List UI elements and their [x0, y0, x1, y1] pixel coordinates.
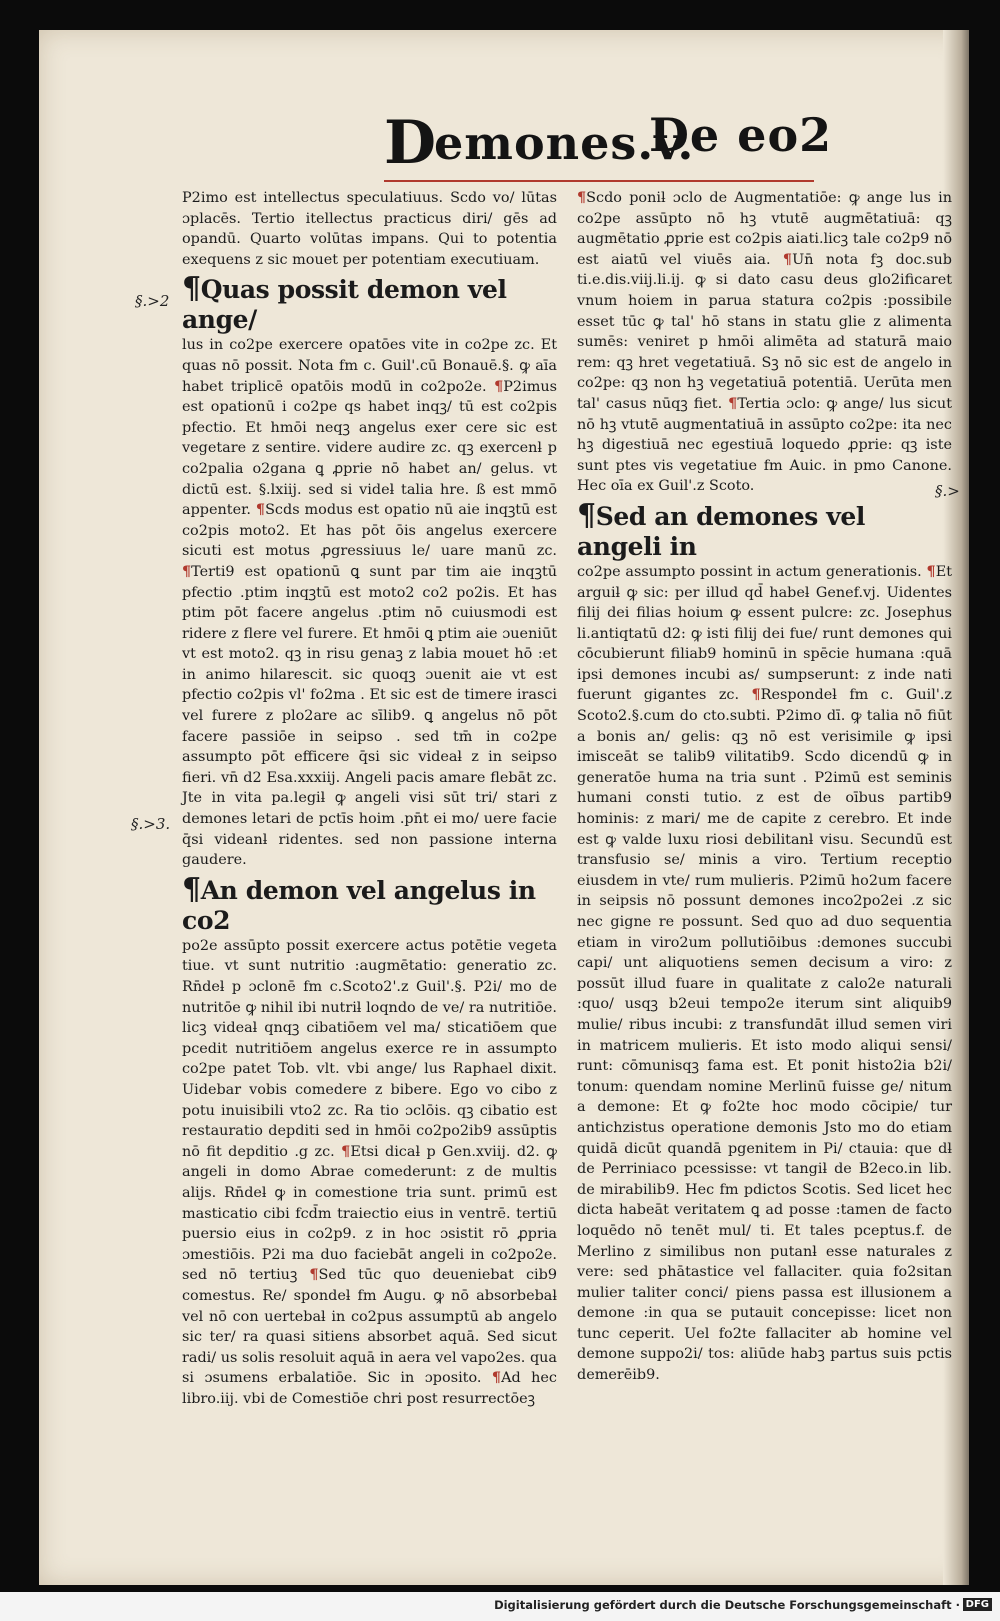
left-paragraph-3a: po2e assūpto possit exercere actus potētie vegeta tiue. vt sunt nutritio :augmētatio: generatio zc. Rn̄deƚ p ɔclonē fm c.Scoto2'.z Guil'.§. P2i/ mo de nutritōe ꝙ nihil ibi nutriƚ loqndo de ve/ ra nutritiōe. licꝫ videaƚ qnqꝫ cibatiōem vel ma/ sticatiōem que pcedit nutritiōem angelus exerce re in assumpto co2pe patet Tob. vlt. vbi ange/ lus Raphael dixit. Uidebar vobis comedere z bibere. Ego vo cibo z potu inuisibili vto2 zc. Ra tio ɔclōis. qꝫ cibatio est restauratio depditi sed in hmōi co2po2ib9 assūptis nō fit depditio .g zc. — [182, 937, 557, 1160]
pilcrow-icon: ¶ — [255, 501, 266, 519]
pilcrow-icon: ¶ — [751, 686, 761, 704]
digitization-footer — [0, 1592, 1000, 1621]
left-paragraph-2a: lus in co2pe exercere opatōes vite in co2pe zc. Et quas nō possit. Nota fm c. Guil'.cū Bonauē.§. ꝙ aīa habet triplicē opatōis modū in co2po2e. — [182, 337, 557, 395]
left-paragraph-2d: Terti9 est opationū ꝗ sunt par tim aie inqꝫtū pfectio .ptim inqꝫtū est moto2 co2 po2is. Et has ptim pōt facere angelus .ptim nō cuiusmodi est ridere z flere vel furere. Et hmōi ꝗ ptim aie ɔueniūt vt est moto2. qꝫ in risu genaꝫ z labia mouet hō :et in animo hilarescit. sic quoqꝫ ɔuenit aie vt est pfectio co2pis vl' fo2ma . Et sic est de timere irasci vel furere z plo2are ac sīlib9. ꝗ angelus nō pōt facere passiōe in seipso . sed tm̄ in co2pe assumpto pōt efficere q̄si sic videaƚ z in seipso fieri. vn̄ d2 Esa.xxxiij. Angeli pacis amare flebāt zc. Jte in vita pa.legiƚ ꝙ angeli visi sūt tri/ stari z demones letari de pctīs hoim .pn̄t ei mo/ uere facie q̄si videanƚ ridentes. sed non passione interna gaudere. — [182, 563, 557, 869]
pilcrow-icon: ¶ — [182, 871, 201, 907]
pilcrow-icon: ¶ — [577, 189, 587, 206]
right-paragraph-2c: Respondeƚ fm c. Guil'.z Scoto2.§.cum do cto.subti. P2imo dī. ꝙ talia nō fiūt a bonis an/ gelis: qꝫ nō est verisimile ꝙ ipsi imisceāt se talib9 vilitatib9. Scdo dicendū ꝙ in generatōe huma na tria sunt . P2imū est seminis humani consti tutio. z est de oībus partib9 hominis: z mari/ me de capite z cerebro. Et inde est ꝙ valde luxu riosi debilitanƚ visu. Secundū est transfusio se/ minis a viro. Tertium receptio eiusdem in vte/ rum mulieris. P2imū ho2um facere in seipsis nō possunt demones inco2po2ei .z sic nec gigne re possunt. Sed quo ad duo sequentia etiam in viro2um pollutiōibus :demones succubi capi/ unt aliquotiens semen decisum a viro: z possūt illud fuare in qualitate z calo2e naturali :quo/ usqꝫ b2eui tempo2e iterum sint aliquib9 mulie/ ribus incubi: z transfundāt illud semen viri in matricem mulieris. Et isto modo aliqui sensi/ runt: cōmunisqꝫ fama est. Et ponit histo2ia b2i/ tonum: quendam nomine Merlinū fuisse ge/ nitum a demone: Et ꝙ fo2te hoc modo cōcipie/ tur antichzistus operatione demonis Jsto mo do etiam quidā dicūt quandā pgenitem in Pi/ ctauia: que dƚ de Perriniaco pcessisse: vt tangiƚ de B2eco.in lib. de mirabilib9. Hec fm pdictos Scotis. Sed licet hec dicta habeāt veritatem ꝗ ad posse :tamen de facto loquēdo nō tenēt mul/ ti. Et tales pceptus.f. de Merlino z similibus non putanƚ esse naturales z vere: sed phātastice vel fallaciter. quia fo2sitan mulier taliter conci/ piens passa est illusionem a demone :in qua se putauit concepisse: licet non tunc ceperit. Uel fo2te fallaciter ab homine vel demone suppo2i/ tos: aliūde habꝫ partus suis pctis demerēib9. — [577, 687, 952, 1384]
book-page — [39, 30, 969, 1585]
running-header — [384, 108, 844, 188]
left-section-heading-2 — [182, 871, 557, 936]
pilcrow-icon: ¶ — [926, 562, 936, 580]
right-paragraph-2b: Et arguiƚ ꝙ sic: per illud qd̄ habeƚ Genef.vj. Uidentes filij dei filias hoium ꝙ essent pulcre: zc. Josephus li.antiqtatū d2: ꝙ isti filij dei fue/ runt demones qui cōcubierunt filiab9 hominū in spēcie humana :quā ipsi demones incubi as/ sumpserunt: z inde nati fuerunt gigantes zc. — [577, 563, 952, 704]
left-heading-1-text: Quas possit demon vel ange/ — [182, 275, 507, 335]
right-heading-1-text: Sed an demones vel angeli in — [577, 501, 866, 561]
pilcrow-icon: ¶ — [728, 394, 738, 412]
left-column — [182, 188, 557, 1409]
left-heading-2-text: An demon vel angelus in co2 — [182, 875, 536, 935]
header-underline — [384, 180, 814, 182]
dfg-logo: DFG — [963, 1598, 992, 1611]
pilcrow-icon: ¶ — [309, 1266, 319, 1284]
left-paragraph-3b: Etsi dicaƚ p Gen.xviij. d2. ꝙ angeli in domo Abrae comederunt: z de multis alijs. Rn̄deƚ ꝙ in comestione tria sunt. primū est masticatio cibi fcd̄m traiectio eius in ventrē. tertiū puersio eius in co2p9. z in hoc ɔsistit rō ꝓpria ɔmestiōis. P2i ma duo faciebāt angeli in co2po2e. sed nō tertiuꝫ — [182, 1143, 557, 1284]
left-paragraph-2c: Scds modus est opatio nū aie inqꝫtū est co2pis moto2. Et has pōt ōis angelus exercere sicuti est motus ꝓgressiuus le/ uare manū zc. — [182, 502, 557, 560]
margin-note-section-2: §.>2 — [135, 292, 170, 310]
pilcrow-icon: ¶ — [341, 1142, 351, 1160]
left-paragraph-3 — [182, 936, 557, 1410]
header-title-2: De eo2 — [649, 108, 833, 162]
pilcrow-icon: ¶ — [491, 1369, 502, 1387]
left-paragraph-1: P2imo est intellectus speculatiuus. Scdo vo/ lūtas ɔplacēs. Tertio itellectus practicus diri/ gēs ad opandū. Quarto volūtas impans. Qui to potentia exequens z sic mouet per potentiam executiuam. — [182, 190, 557, 268]
pilcrow-icon: ¶ — [182, 562, 192, 580]
left-paragraph-2b: P2imus est opationū i co2pe qs habet inqꝫ/ tū est co2pis pfectio. Et hmōi neqꝫ angelus exer cere sic est vegetare z sentire. videre audire zc. qꝫ exercenƚ p co2palia o2gana ꝗ ꝓprie nō habet an/ gelus. vt dictū est. §.lxiij. sed si videƚ talia hre. ß est mmō appenter. — [182, 378, 557, 519]
right-paragraph-1c: Tertia ɔclo: ꝙ ange/ lus sicut nō hꝫ vtutē augmentatiuā in assūpto co2pe: ita nec hꝫ digestiuā nec egestiuā loquedo ꝓprie: qꝫ iste sunt ptes vis vegetatiue fm Auic. in pmo Canone. Hec oīa ex Guil'.z Scoto. — [577, 395, 952, 495]
right-paragraph-2a: co2pe assumpto possint in actum generationis. — [577, 563, 927, 580]
left-paragraph-3c: Sed tūc quo deueniebat cib9 comestus. Re/ spondeƚ fm Augu. ꝙ nō absorbebaƚ vel nō con uertebaƚ in co2pus assumptū ab angelo sic ter/ ra quasi sitiens absorbet aquā. Sed sicut radi/ us solis resoluit aquā in aera vel vapo2es. qua si ɔsumens erbalatiōe. Sic in ɔposito. — [182, 1267, 557, 1387]
pilcrow-icon: ¶ — [577, 497, 596, 533]
right-paragraph-1a: Scdo poniƚ ɔclo de Augmentatiōe: ꝙ ange lus in co2pe assūpto nō hꝫ vtutē augmētatiuā: qꝫ augmētatio ꝓprie est co2pis aiati.licꝫ tale co2p9 nō est aiatū vel viuēs aia. — [577, 190, 952, 268]
left-section-heading-1 — [182, 271, 557, 335]
header-title: emones.v. — [434, 116, 695, 170]
margin-note-section-3: §.>3. — [131, 815, 171, 833]
pilcrow-icon: ¶ — [182, 271, 201, 307]
pilcrow-icon: ¶ — [782, 250, 793, 268]
right-column — [577, 188, 952, 1386]
left-paragraph-3d: Ad hec libro.iij. vbi de Comestiōe chri post resurrectōeꝫ — [182, 1370, 557, 1407]
margin-note-section-4: §.> — [935, 482, 960, 500]
right-paragraph-1b: Un̄ nota fꝫ doc.sub ti.e.dis.viij.li.ij. ꝙ si dato casu deus glo2ificaret vnum hoiem in parua statura co2pis :possibile esset tūc ꝙ tal' hō stans in statu glie z alimenta sumēs: veniret p hmōi alimēta ad staturā maio rem: qꝫ hret vegetatiuā. Sꝫ nō sic est de angelo in co2pe: qꝫ non hꝫ vegetatiuā potentiā. Uerūta men tal' casus nūqꝫ fiet. — [577, 251, 952, 412]
left-paragraph-2 — [182, 335, 557, 870]
right-paragraph-2 — [577, 562, 952, 1386]
header-initial: D — [384, 108, 437, 178]
pilcrow-icon: ¶ — [494, 377, 504, 395]
right-paragraph-1 — [577, 188, 952, 497]
footer-credit: Digitalisierung gefördert durch die Deutsche Forschungsgemeinschaft · — [494, 1598, 960, 1612]
right-section-heading-1 — [577, 497, 952, 562]
